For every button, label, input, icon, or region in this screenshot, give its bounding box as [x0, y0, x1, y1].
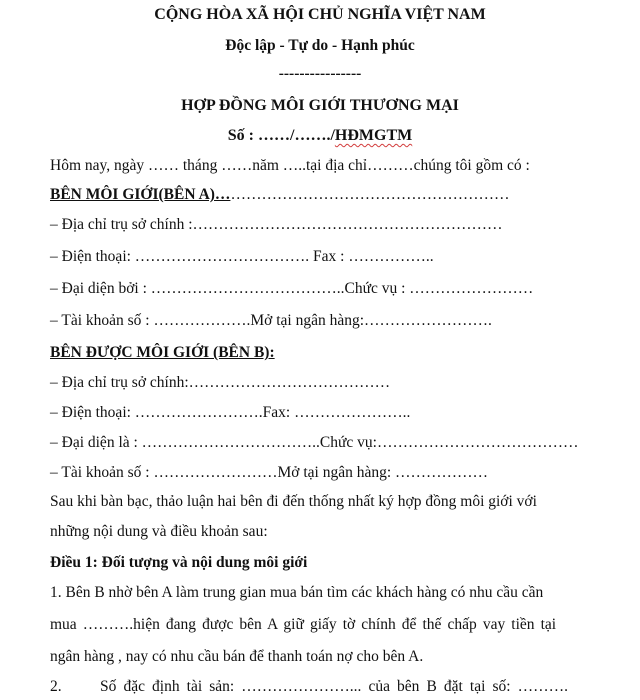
- article-1-clause-2-text: Số đặc định tài sản: …………………... của bên B đặt tại số: ……….: [100, 678, 569, 695]
- contract-number-prefix: Số : ……/……./: [227, 127, 335, 144]
- article-1-clause-1-line-3: ngân hàng , nay có nhu cầu bán để thanh toán nợ cho bên A.: [50, 648, 424, 665]
- party-a-phone: – Điện thoại: ……………………………. Fax : ……………..: [50, 248, 434, 265]
- agreement-line-2: những nội dung và điều khoản sau:: [50, 523, 268, 540]
- national-motto: Độc lập - Tự do - Hạnh phúc: [225, 37, 415, 54]
- party-a-heading-fill: ………………………………………………: [230, 186, 510, 203]
- party-b-heading: BÊN ĐƯỢC MÔI GIỚI (BÊN B):: [50, 344, 275, 361]
- article-1-clause-2-number: 2.: [50, 678, 62, 695]
- intro-line: Hôm nay, ngày …… tháng ……năm …..tại địa chỉ………chúng tôi gồm có :: [50, 157, 530, 174]
- party-a-address: – Địa chỉ trụ sở chính :……………………………………………………: [50, 216, 503, 233]
- party-b-address: – Địa chỉ trụ sở chính:…………………………………: [50, 374, 391, 391]
- article-1-clause-1-line-2: mua ……….hiện đang được bên A giữ giấy tờ chính để thế chấp vay tiền tại: [50, 616, 557, 633]
- party-a-account: – Tài khoản số : ……………….Mở tại ngân hàng:…………………….: [50, 312, 492, 329]
- article-1-heading: Điều 1: Đối tượng và nội dung môi giới: [50, 554, 308, 571]
- party-a-representative: – Đại diện bởi : ………………………………..Chức vụ : ……………………: [50, 280, 534, 297]
- contract-number-code: HĐMGTM: [334, 127, 413, 144]
- contract-title: HỢP ĐỒNG MÔI GIỚI THƯƠNG MẠI: [181, 97, 459, 114]
- contract-number: [0, 126, 640, 146]
- party-a-heading: [50, 185, 509, 205]
- party-b-representative: – Đại diện là : ……………………………..Chức vụ:…………………………………: [50, 434, 579, 451]
- header-separator: ----------------: [278, 65, 362, 82]
- party-b-account: – Tài khoản số : ……………………Mở tại ngân hàng: ………………: [50, 464, 489, 481]
- agreement-line-1: Sau khi bàn bạc, thảo luận hai bên đi đến thống nhất ký hợp đồng môi giới với: [50, 493, 537, 510]
- article-1-clause-1-line-1: 1. Bên B nhờ bên A làm trung gian mua bán tìm các khách hàng có nhu cầu cần: [50, 584, 544, 601]
- party-a-heading-label: BÊN MÔI GIỚI(BÊN A)…: [50, 186, 231, 203]
- party-b-phone: – Điện thoại: …………………….Fax: …………………..: [50, 404, 411, 421]
- national-title: CỘNG HÒA XÃ HỘI CHỦ NGHĨA VIỆT NAM: [154, 6, 486, 23]
- article-1-clause-2: [50, 677, 568, 697]
